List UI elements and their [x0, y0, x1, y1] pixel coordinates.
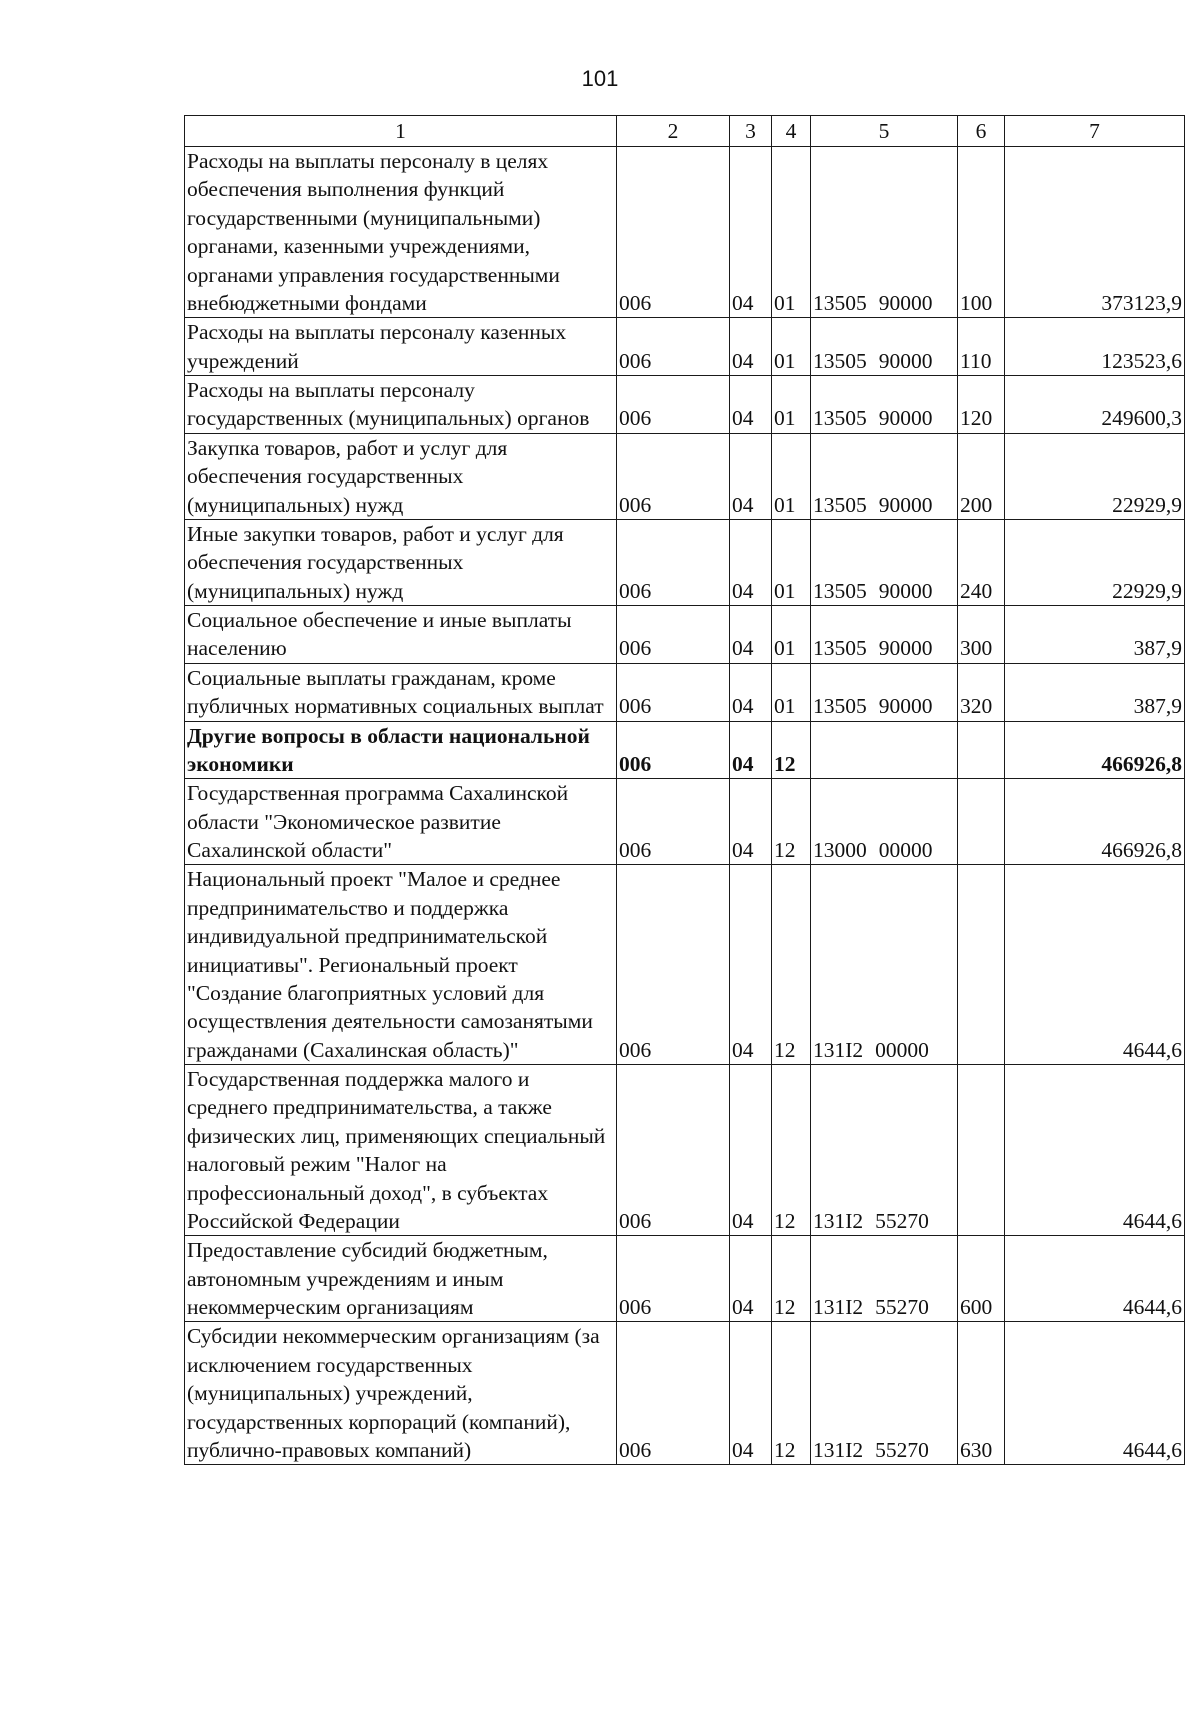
- amount: 466926,8: [1005, 779, 1185, 865]
- ministry-code: 006: [617, 519, 730, 605]
- subsection-code: 01: [772, 376, 811, 434]
- header-cell-3: 3: [730, 116, 772, 147]
- target-article-program: 13505: [813, 348, 867, 373]
- table-row: [185, 606, 1185, 664]
- subsection-code: 01: [772, 433, 811, 519]
- section-code: 04: [730, 376, 772, 434]
- header-cell-7: 7: [1005, 116, 1185, 147]
- row-description: Национальный проект "Малое и среднее предпринимательство и поддержка индивидуальной предпринимательской инициативы". Региональный проект "Создание благоприятных условий для осуществления деятельности самозанятыми гражданами (Сахалинская область)": [185, 865, 617, 1065]
- ministry-code: 006: [617, 147, 730, 318]
- subsection-code: 01: [772, 519, 811, 605]
- ministry-code: 006: [617, 1236, 730, 1322]
- target-article-code: [811, 1065, 958, 1236]
- subsection-code: 01: [772, 318, 811, 376]
- header-cell-4: 4: [772, 116, 811, 147]
- row-description: Иные закупки товаров, работ и услуг для обеспечения государственных (муниципальных) нужд: [185, 519, 617, 605]
- target-article-direction: 90000: [878, 578, 933, 603]
- expense-type-code: [958, 865, 1005, 1065]
- target-article-program: 13000: [813, 838, 867, 862]
- subsection-code: 01: [772, 147, 811, 318]
- target-article-direction: 00000: [875, 1037, 929, 1062]
- amount: 22929,9: [1005, 433, 1185, 519]
- table-row: [185, 865, 1185, 1065]
- target-article-direction: 90000: [878, 492, 933, 517]
- row-description: Расходы на выплаты персоналу казенных учреждений: [185, 318, 617, 376]
- target-article-program: 13505: [813, 578, 867, 603]
- target-article-direction: 55270: [875, 1437, 929, 1462]
- header-cell-1: 1: [185, 116, 617, 147]
- target-article-program: 131I2: [813, 1208, 864, 1233]
- target-article-program: 13505: [813, 636, 867, 661]
- amount: 249600,3: [1005, 376, 1185, 434]
- target-article-code: [811, 318, 958, 376]
- section-code: 04: [730, 147, 772, 318]
- target-article-code: [811, 865, 958, 1065]
- section-code: 04: [730, 519, 772, 605]
- amount: 373123,9: [1005, 147, 1185, 318]
- target-article-direction: 55270: [875, 1208, 929, 1233]
- table-row: [185, 1322, 1185, 1465]
- ministry-code: 006: [617, 663, 730, 721]
- target-article-code: [811, 606, 958, 664]
- target-article-code: [811, 1322, 958, 1465]
- target-article-code: [811, 376, 958, 434]
- section-code: 04: [730, 779, 772, 865]
- ministry-code: 006: [617, 376, 730, 434]
- subsection-code: 12: [772, 1065, 811, 1236]
- row-description: Государственная программа Сахалинской области "Экономическое развитие Сахалинской области": [185, 779, 617, 865]
- table-row: [185, 1236, 1185, 1322]
- target-article-program: 131I2: [813, 1037, 864, 1062]
- subsection-code: 12: [772, 865, 811, 1065]
- section-code: 04: [730, 721, 772, 779]
- subsection-code: 01: [772, 606, 811, 664]
- target-article-code: [811, 779, 958, 865]
- target-article-direction: 00000: [878, 838, 933, 862]
- row-description: Предоставление субсидий бюджетным, автономным учреждениям и иным некоммерческим организациям: [185, 1236, 617, 1322]
- header-row: [185, 116, 1185, 147]
- target-article-code: [811, 433, 958, 519]
- target-article-direction: 90000: [878, 290, 933, 315]
- ministry-code: 006: [617, 865, 730, 1065]
- amount: 387,9: [1005, 663, 1185, 721]
- table-row: [185, 721, 1185, 779]
- expense-type-code: 100: [958, 147, 1005, 318]
- ministry-code: 006: [617, 318, 730, 376]
- ministry-code: 006: [617, 606, 730, 664]
- table-row: [185, 1065, 1185, 1236]
- target-article-code: [811, 147, 958, 318]
- table-row: [185, 147, 1185, 318]
- target-article-direction: 55270: [875, 1295, 929, 1319]
- target-article-code: [811, 721, 958, 779]
- subsection-code: 12: [772, 779, 811, 865]
- section-code: 04: [730, 1236, 772, 1322]
- header-cell-6: 6: [958, 116, 1005, 147]
- ministry-code: 006: [617, 433, 730, 519]
- row-description: Закупка товаров, работ и услуг для обеспечения государственных (муниципальных) нужд: [185, 433, 617, 519]
- target-article-program: 131I2: [813, 1437, 864, 1462]
- table-row: [185, 519, 1185, 605]
- amount: 123523,6: [1005, 318, 1185, 376]
- target-article-direction: 90000: [878, 636, 933, 661]
- expense-type-code: 200: [958, 433, 1005, 519]
- section-code: 04: [730, 606, 772, 664]
- amount: 4644,6: [1005, 1322, 1185, 1465]
- ministry-code: 006: [617, 1065, 730, 1236]
- section-code: 04: [730, 663, 772, 721]
- ministry-code: 006: [617, 1322, 730, 1465]
- section-code: 04: [730, 1322, 772, 1465]
- amount: 387,9: [1005, 606, 1185, 664]
- row-description: Субсидии некоммерческим организациям (за исключением государственных (муниципальных) учреждений, государственных корпораций (компаний), публично-правовых компаний): [185, 1322, 617, 1465]
- table-row: [185, 663, 1185, 721]
- table-row: [185, 779, 1185, 865]
- target-article-direction: 90000: [878, 406, 933, 431]
- section-code: 04: [730, 318, 772, 376]
- section-code: 04: [730, 865, 772, 1065]
- section-code: 04: [730, 433, 772, 519]
- subsection-code: 12: [772, 1322, 811, 1465]
- target-article-program: 13505: [813, 290, 867, 315]
- expense-type-code: [958, 1065, 1005, 1236]
- row-description: Другие вопросы в области национальной экономики: [185, 721, 617, 779]
- ministry-code: 006: [617, 779, 730, 865]
- amount: 466926,8: [1005, 721, 1185, 779]
- ministry-code: 006: [617, 721, 730, 779]
- expense-type-code: [958, 779, 1005, 865]
- table-row: [185, 318, 1185, 376]
- row-description: Социальное обеспечение и иные выплаты населению: [185, 606, 617, 664]
- amount: 22929,9: [1005, 519, 1185, 605]
- expense-type-code: 300: [958, 606, 1005, 664]
- expense-type-code: 600: [958, 1236, 1005, 1322]
- row-description: Социальные выплаты гражданам, кроме публичных нормативных социальных выплат: [185, 663, 617, 721]
- target-article-code: [811, 663, 958, 721]
- header-cell-2: 2: [617, 116, 730, 147]
- expense-type-code: 320: [958, 663, 1005, 721]
- target-article-program: 13505: [813, 406, 867, 431]
- amount: 4644,6: [1005, 865, 1185, 1065]
- target-article-code: [811, 519, 958, 605]
- expense-type-code: 240: [958, 519, 1005, 605]
- page-number: 101: [581, 66, 619, 91]
- expense-type-code: 630: [958, 1322, 1005, 1465]
- amount: 4644,6: [1005, 1236, 1185, 1322]
- target-article-direction: 90000: [878, 348, 933, 373]
- table-row: [185, 433, 1185, 519]
- target-article-program: 13505: [813, 492, 867, 517]
- section-code: 04: [730, 1065, 772, 1236]
- expense-type-code: 110: [958, 318, 1005, 376]
- header-cell-5: 5: [811, 116, 958, 147]
- target-article-program: 13505: [813, 694, 867, 719]
- subsection-code: 12: [772, 1236, 811, 1322]
- row-description: Государственная поддержка малого и среднего предпринимательства, а также физических лиц, применяющих специальный налоговый режим "Налог на профессиональный доход", в субъектах Российской Федерации: [185, 1065, 617, 1236]
- target-article-program: 131I2: [813, 1295, 864, 1319]
- budget-table: [184, 115, 1185, 1465]
- table-row: [185, 376, 1185, 434]
- expense-type-code: 120: [958, 376, 1005, 434]
- subsection-code: 01: [772, 663, 811, 721]
- target-article-direction: 90000: [878, 694, 933, 719]
- row-description: Расходы на выплаты персоналу в целях обеспечения выполнения функций государственными (муниципальными) органами, казенными учреждениями, органами управления государственными внебюджетными фондами: [185, 147, 617, 318]
- amount: 4644,6: [1005, 1065, 1185, 1236]
- row-description: Расходы на выплаты персоналу государственных (муниципальных) органов: [185, 376, 617, 434]
- subsection-code: 12: [772, 721, 811, 779]
- expense-type-code: [958, 721, 1005, 779]
- target-article-code: [811, 1236, 958, 1322]
